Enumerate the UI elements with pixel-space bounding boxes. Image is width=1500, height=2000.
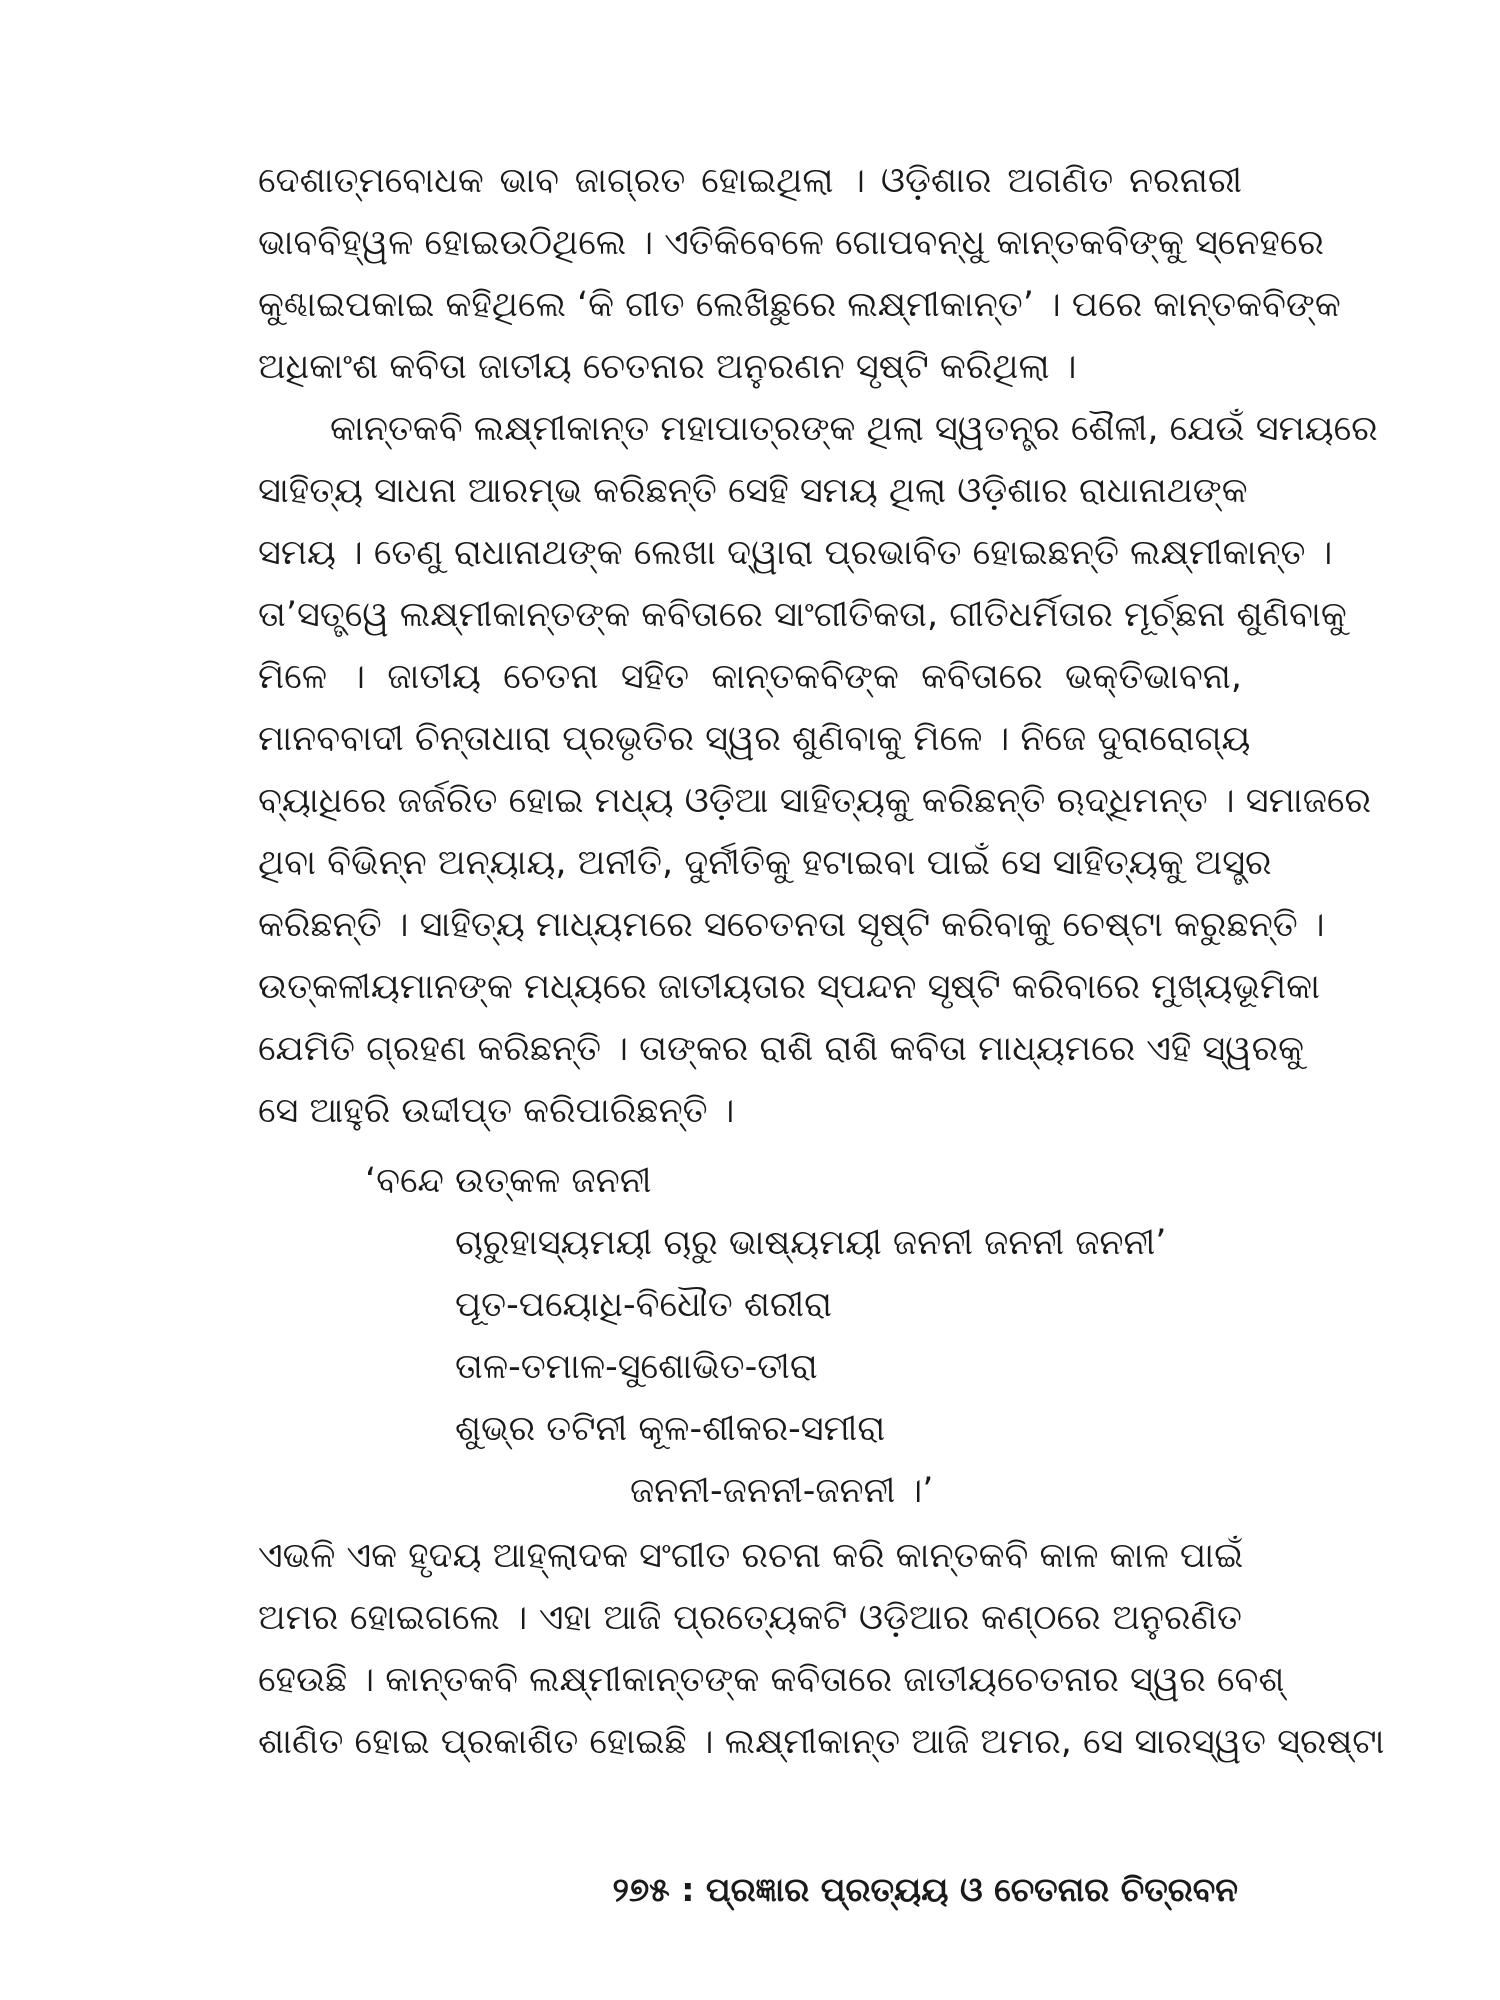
text-line: ସାହିତ୍ୟ ସାଧନା ଆରମ୍ଭ କରିଛନ୍ତି ସେହି ସମୟ ଥିଲା ଓଡ଼ିଶାର ରାଧାନାଥଙ୍କ: [258, 471, 1248, 511]
text-line: ଭାବବିହ୍ୱଳ ହୋଇଉଠିଥିଲେ । ଏତିକିବେଳେ ଗୋପବନ୍ଧୁ କାନ୍ତକବିଙ୍କୁ ସ୍ନେହରେ: [258, 223, 1324, 263]
text-line: କରିଛନ୍ତି । ସାହିତ୍ୟ ମାଧ୍ୟମରେ ସଚେତନତା ସୃଷ୍ଟି କରିବାକୁ ଚେଷ୍ଟା କରୁଛନ୍ତି ।: [258, 905, 1325, 945]
text-line: ହେଉଛି । କାନ୍ତକବି ଲକ୍ଷ୍ମୀକାନ୍ତଙ୍କ କବିତାରେ ଜାତୀୟଚେତନାର ସ୍ୱର ବେଶ୍: [258, 1660, 1285, 1700]
paragraph-2: [258, 398, 1378, 1142]
poem-line: ଚାରୁହାସ୍ୟମୟୀ ଚାରୁ ଭାଷ୍ୟମୟୀ ଜନନୀ ଜନନୀ ଜନନୀ’: [455, 1223, 1167, 1263]
poem-line: ତାଳ-ତମାଳ-ସୁଶୋଭିତ-ତୀରା: [455, 1347, 818, 1387]
paragraph-3: [258, 1525, 1385, 1773]
poem-line: ଜନନୀ-ଜନନୀ-ଜନନୀ ।’: [630, 1471, 934, 1511]
text-line: ସେ ଆହୁରି ଉଦ୍ଦୀପ୍ତ କରିପାରିଛନ୍ତି ।: [258, 1091, 735, 1131]
text-line: ସମୟ । ତେଣୁ ରାଧାନାଥଙ୍କ ଲେଖା ଦ୍ୱାରା ପ୍ରଭାବିତ ହୋଇଛନ୍ତି ଲକ୍ଷ୍ମୀକାନ୍ତ ।: [258, 533, 1333, 573]
poem-line: ପୂତ-ପୟୋଧି-ବିଧୌତ ଶରୀରା: [455, 1285, 832, 1325]
text-line: କାନ୍ତକବି ଲକ୍ଷ୍ମୀକାନ୍ତ ମହାପାତ୍ରଙ୍କ ଥିଲା ସ୍ୱତନ୍ତ୍ର ଶୈଳୀ, ଯେଉଁ ସମୟରେ: [330, 409, 1378, 449]
paragraph-1: [258, 150, 1341, 398]
text-line: ମାନବବାଦୀ ଚିନ୍ତାଧାରା ପ୍ରଭୃତିର ସ୍ୱର ଶୁଣିବାକୁ ମିଳେ । ନିଜେ ଦୁରାରୋଗ୍ୟ: [258, 719, 1251, 759]
text-line: ଦେଶାତ୍ମବୋଧକ ଭାବ ଜାଗ୍ରତ ହୋଇଥିଲା । ଓଡ଼ିଶାର ଅଗଣିତ ନରନାରୀ: [258, 161, 1242, 201]
text-line: ଅମର ହୋଇଗଲେ । ଏହା ଆଜି ପ୍ରତ୍ୟେକଟି ଓଡ଼ିଆର କଣ୍ଠରେ ଅନୁରଣିତ: [258, 1598, 1242, 1638]
text-line: ତା’ସତ୍ତ୍ୱେ ଲକ୍ଷ୍ମୀକାନ୍ତଙ୍କ କବିତାରେ ସାଂଗୀତିକତା, ଗୀତିଧର୍ମିତାର ମୂର୍ଚ୍ଛନା ଶୁଣିବାକୁ: [258, 595, 1347, 635]
page-footer: ୨୭୫ : ପ୍ରଜ୍ଞାର ପ୍ରତ୍ୟୟ ଓ ଚେତନାର ଚିତ୍ରବନ: [612, 1870, 1238, 1909]
poem-line: ଶୁଭ୍ର ତଟିନୀ କୂଳ-ଶୀକର-ସମୀରା: [455, 1409, 886, 1449]
text-line: ଏଭଳି ଏକ ହୃଦୟ ଆହ୍ଲାଦକ ସଂଗୀତ ରଚନା କରି କାନ୍ତକବି କାଳ କାଳ ପାଇଁ: [258, 1536, 1244, 1576]
text-line: ଶାଣିତ ହୋଇ ପ୍ରକାଶିତ ହୋଇଛି । ଲକ୍ଷ୍ମୀକାନ୍ତ ଆଜି ଅମର, ସେ ସାରସ୍ୱତ ସ୍ରଷ୍ଟା: [258, 1722, 1385, 1762]
text-line: ଯେମିତି ଗ୍ରହଣ କରିଛନ୍ତି । ତାଙ୍କର ରାଶି ରାଶି କବିତା ମାଧ୍ୟମରେ ଏହି ସ୍ୱରକୁ: [258, 1029, 1305, 1069]
text-line: ବ୍ୟାଧିରେ ଜର୍ଜରିତ ହୋଇ ମଧ୍ୟ ଓଡ଼ିଆ ସାହିତ୍ୟକୁ କରିଛନ୍ତି ଋଦ୍ଧିମନ୍ତ । ସମାଜରେ: [258, 781, 1371, 821]
text-line: ମିଳେ । ଜାତୀୟ ଚେତନା ସହିତ କାନ୍ତକବିଙ୍କ କବିତାରେ ଭକ୍ତିଭାବନା,: [258, 657, 1242, 697]
poem-line: ‘ବନ୍ଦେ ଉତ୍କଳ ଜନନୀ: [365, 1161, 652, 1201]
text-line: ଉତ୍କଳୀୟମାନଙ୍କ ମଧ୍ୟରେ ଜାତୀୟତାର ସ୍ପନ୍ଦନ ସୃଷ୍ଟି କରିବାରେ ମୁଖ୍ୟଭୂମିକା: [258, 967, 1320, 1007]
text-line: ଅଧିକାଂଶ କବିତା ଜାତୀୟ ଚେତନାର ଅନୁରଣନ ସୃଷ୍ଟି କରିଥିଲା ।: [258, 347, 1077, 387]
text-line: କୁଣ୍ଢାଇପକାଇ କହିଥିଲେ ‘କି ଗୀତ ଲେଖିଛୁରେ ଲକ୍ଷ୍ମୀକାନ୍ତ’ । ପରେ କାନ୍ତକବିଙ୍କ: [258, 285, 1341, 325]
text-line: ଥିବା ବିଭିନ୍ନ ଅନ୍ୟାୟ, ଅନୀତି, ଦୁର୍ନୀତିକୁ ହଟାଇବା ପାଇଁ ସେ ସାହିତ୍ୟକୁ ଅସ୍ତ୍ର: [258, 843, 1272, 883]
